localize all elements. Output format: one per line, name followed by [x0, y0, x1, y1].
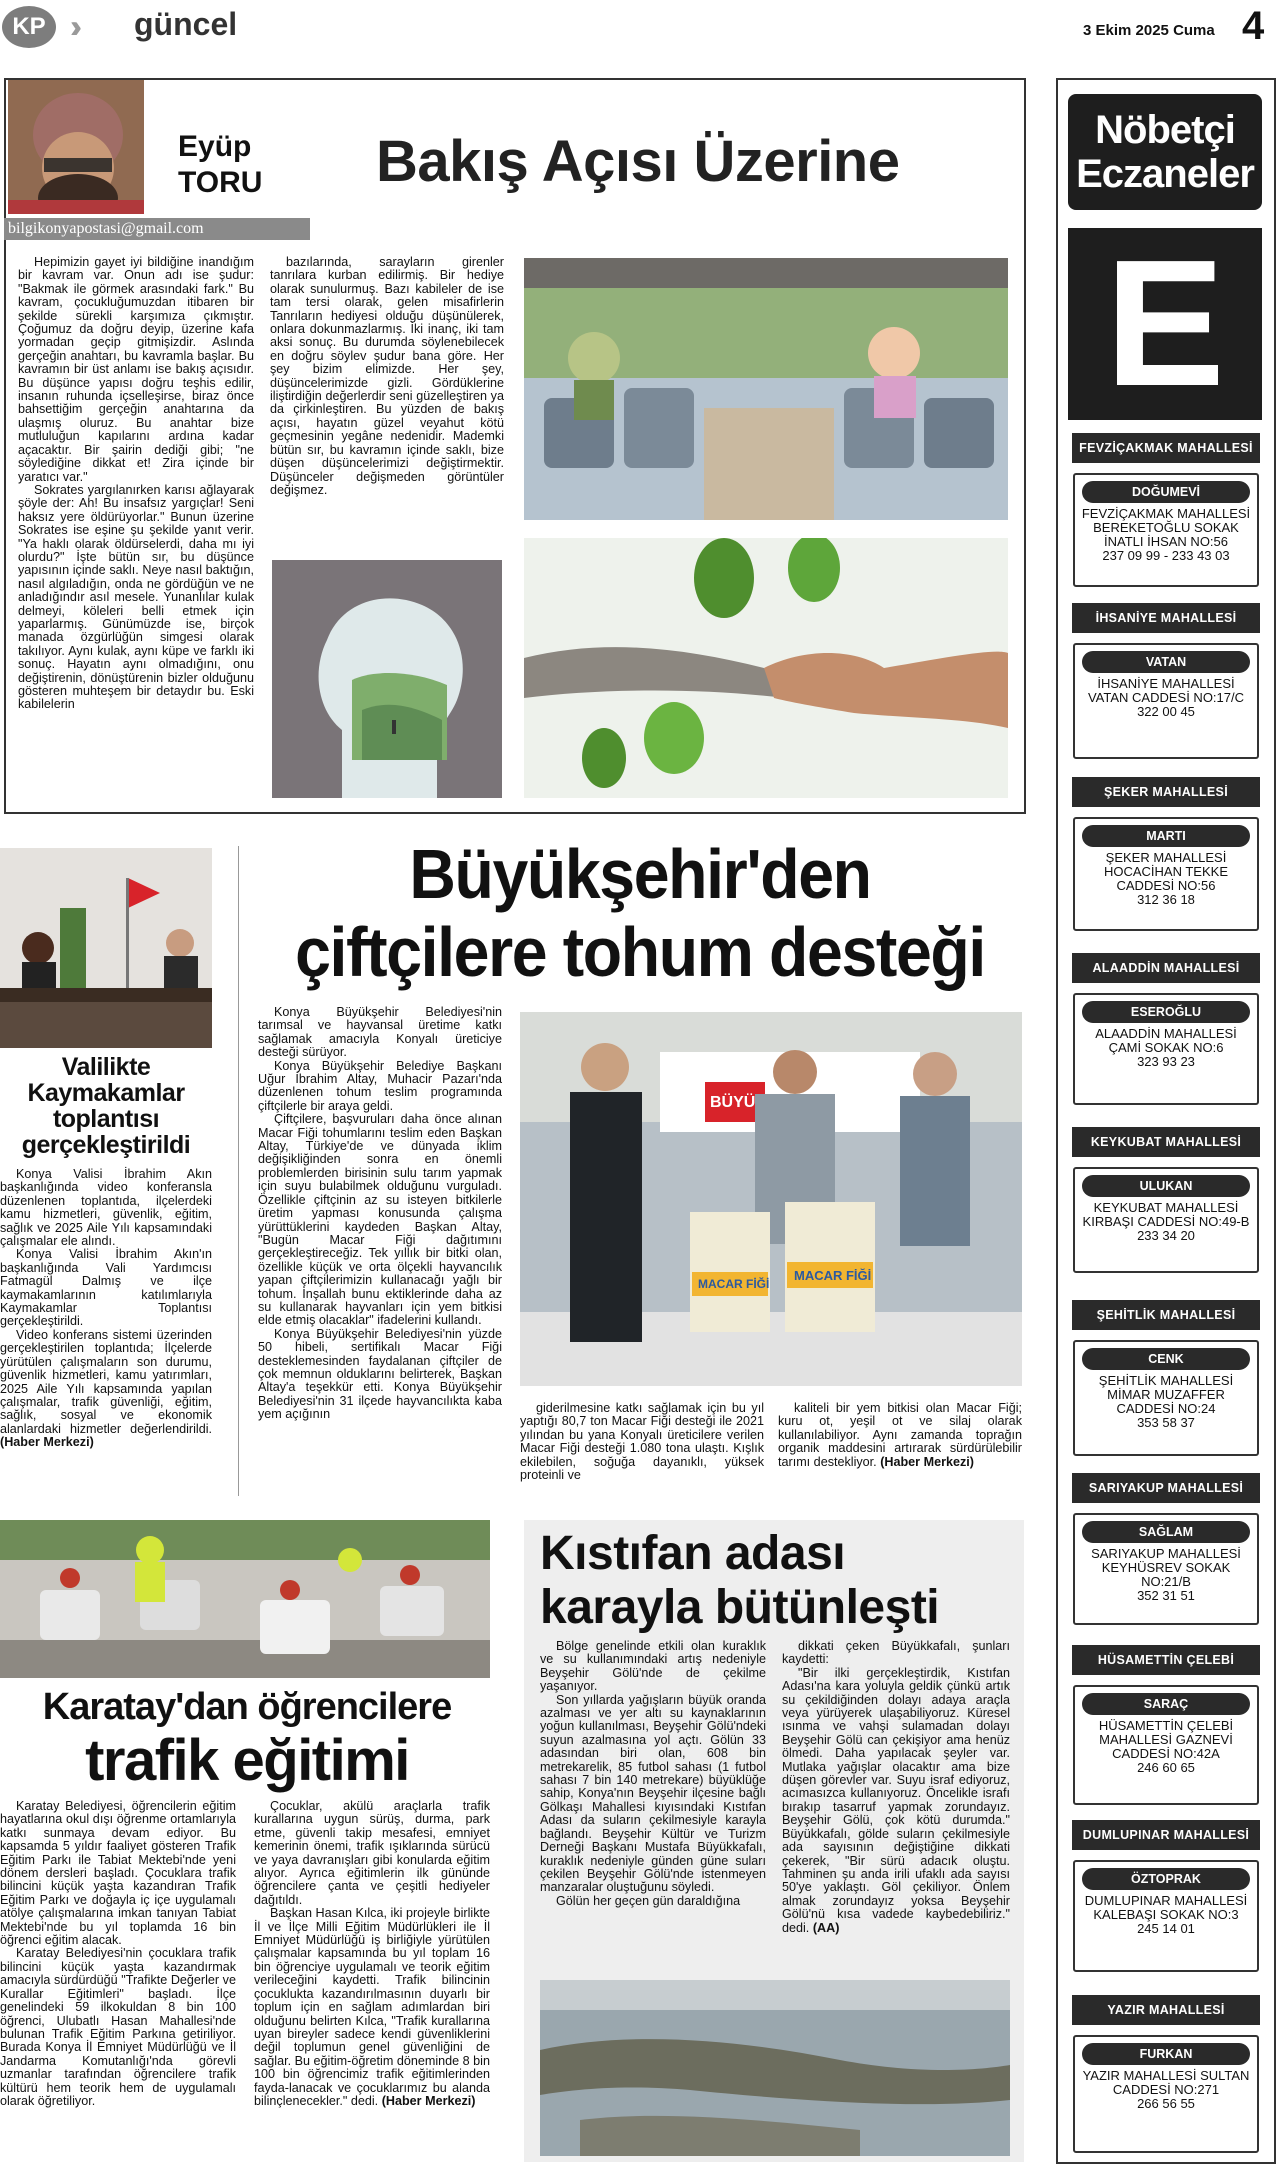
- pharmacy-district: ŞEHİTLİK MAHALLESİ: [1072, 1300, 1260, 1330]
- pharmacy-card: [1073, 1513, 1259, 1625]
- pharmacy-phone: 246 60 65: [1137, 1760, 1195, 1775]
- author-photo: [8, 80, 144, 214]
- page-header: [0, 0, 1280, 58]
- news-source: (Haber Merkezi): [880, 1454, 974, 1469]
- pharmacy-name: FURKAN: [1082, 2043, 1250, 2065]
- karatay-headline-2: trafik eğitimi: [85, 1728, 409, 1793]
- pharmacy-card: [1073, 817, 1259, 931]
- karatay-photo: [0, 1520, 490, 1678]
- pharmacy-phone: 312 36 18: [1137, 892, 1195, 907]
- pharmacy-district: KEYKUBAT MAHALLESİ: [1072, 1127, 1260, 1157]
- paragraph: Son yıllarda yağışların büyük oranda azalması ve yer altı su kaynaklarının yoğun kullanılması, Beyşehir Gölü'ndeki suyun azalmasına yol açtı. Gölün 33 adasından biri olan, 608 bin metrekarelik, 85 futbol sahası (1 futbol sahası 7 bin 140 metrekare) büyüklüğe sahip, Konya'nın Beyşehir ilçesine bağlı Gölkaşı Mahallesi kıyısındaki Kıstıfan Adası da suların çekilmesiyle karayla bağlandı. Beyşehir Kültür ve Turizm Derneği Başkanı Mustafa Büyükkafalı, kuraklık nedeniyle günden güne suları çekilen Beyşehir Gölü'nde istenmeyen manzaralar oluştuğunu söyledi.: [540, 1692, 766, 1895]
- pharmacy-name: SAĞLAM: [1082, 1521, 1250, 1543]
- sidebar-title-line1: Nöbetçi: [1095, 108, 1235, 152]
- news-source: (Haber Merkezi): [381, 2093, 476, 2108]
- pharmacy-card: [1073, 2035, 1259, 2153]
- paragraph: [782, 1667, 1010, 1935]
- valilik-headline: Valilikte Kaymakamlar toplantısı gerçekleştirildi: [21, 1053, 191, 1159]
- pharmacy-phone: 237 09 99 - 233 43 03: [1102, 548, 1230, 563]
- banner-text: BÜYÜ: [710, 1094, 756, 1111]
- kistifan-text-1: [540, 1640, 766, 1908]
- pharmacy-district: HÜSAMETTİN ÇELEBİ: [1072, 1645, 1260, 1675]
- pharmacy-name: ÖZTOPRAK: [1082, 1868, 1250, 1890]
- issue-date: 3 Ekim 2025 Cuma: [1083, 22, 1215, 39]
- branch-hand-illustration: [524, 538, 1008, 798]
- seed-bag-label: MACAR FİĞİ: [698, 1277, 770, 1291]
- section-title: güncel: [134, 6, 238, 42]
- pharmacy-card: [1073, 473, 1259, 587]
- pharmacy-card: [1073, 1167, 1259, 1273]
- paragraph: [0, 1329, 212, 1450]
- pharmacy-name: DOĞUMEVİ: [1082, 481, 1250, 503]
- paragraph: Konya Büyükşehir Belediyesi'nin tarımsal ve hayvansal üretime katkı sağlamak amacıyla Konyalı üreticiye desteği sürüyor.: [258, 1005, 502, 1060]
- pharmacy-phone: 352 31 51: [1137, 1588, 1195, 1603]
- pharmacy-phone: 266 56 55: [1137, 2096, 1195, 2111]
- karatay-headline-1: Karatay'dan öğrencilere: [42, 1686, 452, 1728]
- valilik-photo: [0, 848, 212, 1048]
- column-text-1: [18, 256, 254, 712]
- paragraph: Çiftçilere, başvuruları daha önce alınan Macar Fiği tohumlarını teslim eden Başkan Altay, Türkiye'de ve dünyada iklim değişikliğinden sonra en önemli problemlerden birisinin sulu tarım yapmak için suyu bulabilmek olduğunu vurguladı. Özellikle çiftçinin az su isteyen bitkilerle üretim yapması konusunda çalışma yürüttüklerini kaydeden Başkan Altay, "Bugün Macar Fiği dağıtımını gerçekleştireceğiz. Tek yıllık bir bitki olan, özellikle küçük ve orta ölçekli hayvancılık yapan çiftçilerimizin kullanacağı yağlı bir tohum. İnşallah bunu ektiklerinde daha az su kullanarak hayvanları için yem bitkisi elde etmiş olacaklar" ifadelerini kullandı.: [258, 1112, 502, 1328]
- pharmacy-card: [1073, 1685, 1259, 1805]
- pharmacy-name: VATAN: [1082, 651, 1250, 673]
- paragraph: bazılarında, sarayların girenler tanrılara kurban edilirmiş. Bir hediye olarak sunulurmuş. Bazı kabileler de ise tam tersi olarak, gelen misafirlerin Tanrıların hediyesi olduğu düşünülerek, onlara dokunmazlarmış. İki inanç, iki tam aksi sonuç. Bu durumda söylenebilecek en doğru söylev şudur bana göre. Her şey bizim elimizde. Her şey, düşüncelerimizde gizli. Gördüklerine iliştirdiğin değerlerdir seni güzelleştiren ya da çirkinleştiren. Bu yüzden de bakış açısı, hayatın güzel veyahut kötü geçmesinin yegâne nedenidir. Mademki bütün sır, bu kavramın içinde saklı, bize düşen düşüncelerimizi değiştirmektir. Düşünceler değişmeden görüntüler değişmez.: [270, 255, 504, 497]
- pharmacy-address: HÜSAMETTİN ÇELEBİ MAHALLESİ GAZNEVİ CADDESİ NO:42A: [1098, 1718, 1234, 1761]
- tohum-photo: [520, 1012, 1022, 1386]
- chevrons-icon: ›››: [70, 8, 72, 44]
- pharmacy-name: CENK: [1082, 1348, 1250, 1370]
- page-number: 4: [1242, 4, 1265, 48]
- tohum-text-3: [778, 1402, 1022, 1469]
- paragraph-text: kaliteli bir yem bitkisi olan Macar Fiği; kuru ot, yeşil ot ve silaj olarak kullanılabiliyor. Aynı zamanda toprağın organik maddesini artırarak sürdürülebilir tarımı destekliyor.: [778, 1401, 1022, 1469]
- pharmacy-name: SARAÇ: [1082, 1693, 1250, 1715]
- pharmacy-name: MARTI: [1082, 825, 1250, 847]
- paragraph: Gölün her geçen gün daraldığına: [556, 1893, 741, 1908]
- karatay-text-2: [254, 1800, 490, 2108]
- pharmacy-address: ALAADDİN MAHALLESİ ÇAMİ SOKAK NO:6: [1095, 1026, 1237, 1055]
- pharmacy-district: YAZIR MAHALLESİ: [1072, 1995, 1260, 2025]
- paragraph-text: Başkan Hasan Kılca, iki projeyle birlikte İl ve İlçe Milli Eğitim Müdürlükleri ile İl Emniyet Müdürlüğü iş birliğiyle yürütülen çalışmalar kapsamında bu yıl toplam 16 bin öğrenciye uygulamalı ve teorik eğitim verileceğini kaydetti. Trafik bilincinin çocuklukta kazandırılmasının duyarlı bir toplum için en sağlam adımlardan biri olduğunu belirten Kılca, "Trafik kurallarına uyan bireyler sadece kendi güvenliklerini değil toplumun genel güvenliğini de sağlar. Bu eğitim-öğretim döneminde 8 bin 100 bin öğrencimiz trafik eğitimlerinden fayda-lanacak ve çocuklarımız bu alanda bilinçlenecekler." dedi.: [254, 1906, 490, 2108]
- paragraph: Konya Valisi İbrahim Akın başkanlığında video konferansla düzenlenen toplantıda, ilçelerdeki kamu hizmetleri, güvenlik, eğitim, sağlık ve 2025 Aile Yılı kapsamındaki çalışmalar ele alındı.: [0, 1167, 212, 1249]
- paragraph-text: Video konferans sistemi üzerinden gerçekleştirilen toplantıda; İlçelerde yürütülen çalışmaların son durumu, güvenlik hizmetleri, kamu yatırımları, 2025 Aile Yılı kapsamında yapılan çalışmalar, trafik güvenliği, eğitim, sağlık, sosyal ve ekonomik alanlardaki hizmetler değerlendirildi.: [0, 1327, 212, 1436]
- author-first-name: Eyüp: [178, 130, 252, 163]
- pharmacy-address: YAZIR MAHALLESİ SULTAN CADDESİ NO:271: [1082, 2068, 1250, 2097]
- paragraph: Konya Büyükşehir Belediye Başkanı Uğur İbrahim Altay, Muhacir Pazarı'nda düzenlenen tohum teslim programında çiftçilerle bir araya geldi.: [258, 1058, 502, 1113]
- paragraph: giderilmesine katkı sağlamak için bu yıl yaptığı 80,7 ton Macar Fiği desteği ile 2021 yılından bu yana Konyalı üreticilere verilen Macar Fiği desteği 1.080 tona ulaştı. Kışlık ekilebilen, soğuğa dayanıklı, yüksek proteinli ve: [520, 1401, 764, 1483]
- pharmacy-district: İHSANİYE MAHALLESİ: [1072, 603, 1260, 633]
- pharmacy-address: KEYKUBAT MAHALLESİ KIRBAŞI CADDESİ NO:49-B: [1082, 1200, 1250, 1229]
- sidebar-title-box: [1068, 94, 1262, 210]
- kistifan-photo: [540, 1980, 1010, 2156]
- pharmacy-card: [1073, 643, 1259, 759]
- paragraph: Bölge genelinde etkili olan kuraklık ve su kullanımındaki artış nedeniyle Beyşehir Gölü'nde de çekilme yaşanıyor.: [540, 1639, 766, 1694]
- pharmacy-address: SARIYAKUP MAHALLESİ KEYHÜSREV SOKAK NO:21/B: [1091, 1546, 1241, 1589]
- karatay-text-1: [0, 1800, 236, 2108]
- paragraph: Karatay Belediyesi'nin çocuklara trafik bilincini küçük yaşta kazandırmak amacıyla sürdürdüğü "Trafikte Değerler ve Kurallar Eğitimleri" başladı. İlçe genelindeki 59 ilkokuldan 8 bin 100 öğrenci, Ulubatlı Hasan Mahallesi'nde bulunan Trafik Eğitim Parkına getiriliyor. Burada Konya İl Emniyet Müdürlüğü ve İl Jandarma Komutanlığı'nda görevli uzmanlar tarafından öğrencilere trafik kültürü hem teorik hem de uygulamalı olarak öğretiliyor.: [0, 1946, 236, 2108]
- paragraph-text: "Bir ilki gerçekleştirdik, Kıstıfan Adası'na kara yoluyla geldik çünkü artık su çekildiğinden dolayı adaya araçla veya yürüyerek ulaşabiliyoruz. Küresel ısınma ve vahşi sulamadan dolayı Beyşehir Gölü can çekişiyor ama henüz ölmedi. Daha yapılacak şeyler var. Mutlaka yağışlar olacaktır ama bize düşen görevler var. Suyu israf ediyoruz, acımasızca kullanıyoruz. Öncelikle israfı bırakıp tasarruf yapmak zorundayız. Beyşehir Gölü, çok kötü durumda." Büyükkafalı, gölde suların çekilmesiyle ada sayısının değiştiğine dikkati çekerek, "Bir sürü adacık oluştu. Tahminen şu anda irili ufaklı ada sayısı 50'ye yaklaştı. Göl çekiliyor. Önlem almak zorundayız yoksa Beyşehir Gölü'nü kısa vadede kaybedebiliriz." dedi.: [782, 1665, 1010, 1935]
- pharmacy-district: DUMLUPINAR MAHALLESİ: [1072, 1820, 1260, 1850]
- kistifan-headline-1: Kıstıfan adası: [540, 1527, 846, 1580]
- paragraph: [254, 1907, 490, 2108]
- paragraph: Çocuklar, akülü araçlarla trafik kurallarına uygun sürüş, durma, park etme, güvenli takip mesafesi, emniyet kemerinin önemi, trafik ışıklarında sürücü ve yaya davranışları gibi konularda eğitim alıyor. Ayrıca eğitimlerin ilk gününde öğrencilere çanta ve çeşitli hediyeler dağıtıldı.: [254, 1799, 490, 1907]
- paragraph: Hepimizin gayet iyi bildiğine inandığım bir kavram var. Onun adı ise şudur: "Bakmak ile görmek arasındaki fark." Bu kavram, çocukluğumuzdan itibaren bir şekilde sürekli karşımıza çıkmıştır. Çoğumuz da doğru deyip, üzerine kafa yormadan geçip gitmişizdir. Aslında gerçeğin anahtarı, bu kavramla başlar. Bu kavramın bir üst anlamı ise bakış açısıdır. Bu düşünce yapısı doğru teşhis edilir, insanın ruhunda içselleşirse, biraz önce bahsettiğim gerçeğin anahtarına da ulaşmış oluruz. Bu anahtar bize mutluluğun kapılarını ardına kadar açacaktır. Bir şairin dediği gibi; "ne söylediğine dikkat et! Zira içinde bir yaratıcı var.": [18, 255, 254, 484]
- pharmacy-name: ULUKAN: [1082, 1175, 1250, 1197]
- news-source: (Haber Merkezi): [0, 1435, 94, 1450]
- tohum-text-1: [258, 1006, 502, 1422]
- tohum-text-2: [520, 1402, 764, 1482]
- tohum-headline-2: çiftçilere tohum desteği: [295, 913, 985, 991]
- paragraph: Sokrates yargılanırken karısı ağlayarak şöyle der: Ah! Bu insafsız yargıçlar! Seni haksız yere öldürüyorlar." Bunun üzerine Sokrates ise eşine şu şekilde yanıt verir. "Ya haklı olarak öldürselerdi, daha mı iyi olurdu?" İşte bütün sır, bu düşünce yapısının içinde saklı. Neye nasıl baktığın, nasıl algıladığın, onda ne gördüğün ve ne anladığındır asıl mesele. Yunanlılar kulak delmeyi, köleleri belli etmek için yaparlarmış. Günümüzde ise, birçok manada özgürlüğün simgesi olarak takılıyor. Aynı kulak, aynı küpe ve farklı iki sonuç. Hayatın aynı olmadığını, onu değiştirenin, dönüştürenin bizler olduğunu gösteren muhteşem bir detaydır bu. Eski kabilelerin: [18, 482, 254, 712]
- paragraph: [778, 1402, 1022, 1469]
- kp-logo: KP: [2, 6, 56, 48]
- column-text-2: [270, 256, 504, 497]
- pharmacy-phone: 322 00 45: [1137, 704, 1195, 719]
- pharmacy-phone: 233 34 20: [1137, 1228, 1195, 1243]
- kistifan-text-2: [782, 1640, 1010, 1935]
- head-silhouette-illustration: [272, 560, 502, 798]
- pharmacy-card: [1073, 1860, 1259, 1972]
- pharmacy-address: DUMLUPINAR MAHALLESİ KALEBAŞI SOKAK NO:3: [1084, 1893, 1248, 1922]
- author-last-name: TORU: [178, 166, 263, 199]
- paragraph: Konya Valisi İbrahim Akın'ın başkanlığında Vali Yardımcısı Fatmagül Dalmış ve ilçe kaymakamlarının katılımlarıyla Kaymakamlar Toplantısı gerçekleştirildi.: [0, 1247, 212, 1329]
- pharmacy-card: [1073, 993, 1259, 1105]
- tohum-headline-1: Büyükşehir'den: [409, 835, 871, 913]
- pharmacy-card: [1073, 1340, 1259, 1456]
- pharmacy-district: SARIYAKUP MAHALLESİ: [1072, 1473, 1260, 1503]
- pharmacy-address: İHSANİYE MAHALLESİ VATAN CADDESİ NO:17/C: [1087, 676, 1245, 705]
- pharmacy-name: ESEROĞLU: [1082, 1001, 1250, 1023]
- pharmacy-district: FEVZİÇAKMAK MAHALLESİ: [1072, 433, 1260, 463]
- paragraph: dikkati çeken Büyükkafalı, şunları kaydetti:: [782, 1639, 1010, 1667]
- pharmacy-phone: 323 93 23: [1137, 1054, 1195, 1069]
- valilik-text: [0, 1168, 212, 1450]
- author-email: bilgikonyapostasi@gmail.com: [4, 218, 310, 240]
- pharmacy-phone: 353 58 37: [1137, 1415, 1195, 1430]
- pharmacy-district: ŞEKER MAHALLESİ: [1072, 777, 1260, 807]
- pharmacy-phone: 245 14 01: [1137, 1921, 1195, 1936]
- pharmacy-address: ŞEHİTLİK MAHALLESİ MİMAR MUZAFFER CADDESİ NO:24: [1098, 1373, 1234, 1416]
- column-title: Bakış Açısı Üzerine: [376, 129, 900, 194]
- kistifan-headline-2: karayla bütünleşti: [540, 1581, 940, 1634]
- pharmacy-logo: E: [1068, 228, 1262, 420]
- paragraph: Konya Büyükşehir Belediyesi'nin yüzde 50 hibeli, sertifikalı Macar Fiği desteklemesinden faydalanan çiftçiler de çok memnun olduklarını belirterek, Başkan Altay'a teşekkür etti. Konya Büyükşehir Belediyesi'nin 31 ilçede hayvancılıkta kaba yem açığının: [258, 1326, 502, 1422]
- news-source: (AA): [812, 1920, 840, 1935]
- pharmacy-address: FEVZİÇAKMAK MAHALLESİ BEREKETOĞLU SOKAK İNATLI İHSAN NO:56: [1081, 506, 1251, 549]
- bus-cartoon-illustration: [524, 258, 1008, 520]
- sidebar-title-line2: Eczaneler: [1076, 152, 1254, 196]
- seed-bag-label: MACAR FİĞİ: [794, 1268, 872, 1283]
- pharmacy-district: ALAADDİN MAHALLESİ: [1072, 953, 1260, 983]
- valilik-divider: [238, 846, 239, 1496]
- pharmacy-address: ŞEKER MAHALLESİ HOCACİHAN TEKKE CADDESİ NO:56: [1103, 850, 1228, 893]
- paragraph: Karatay Belediyesi, öğrencilerin eğitim hayatlarına okul dışı öğrenme ortamlarıyla katkı sunmaya devam ediyor. Bu kapsamda 5 yıldır faaliyet gösteren Trafik Eğitim Parkı ile Tabiat Mektebi'nde yeni dönem dersleri başladı. Çocuklara trafik bilincini küçük yaşta kazandıran Trafik Eğitim Parkı ve doğayla iç içe uygulamalı atölye çalışmalarına imkan tanıyan Tabiat Mektebi'nde bu yıl toplamda 16 bin öğrenci eğitim alacak.: [0, 1799, 236, 1948]
